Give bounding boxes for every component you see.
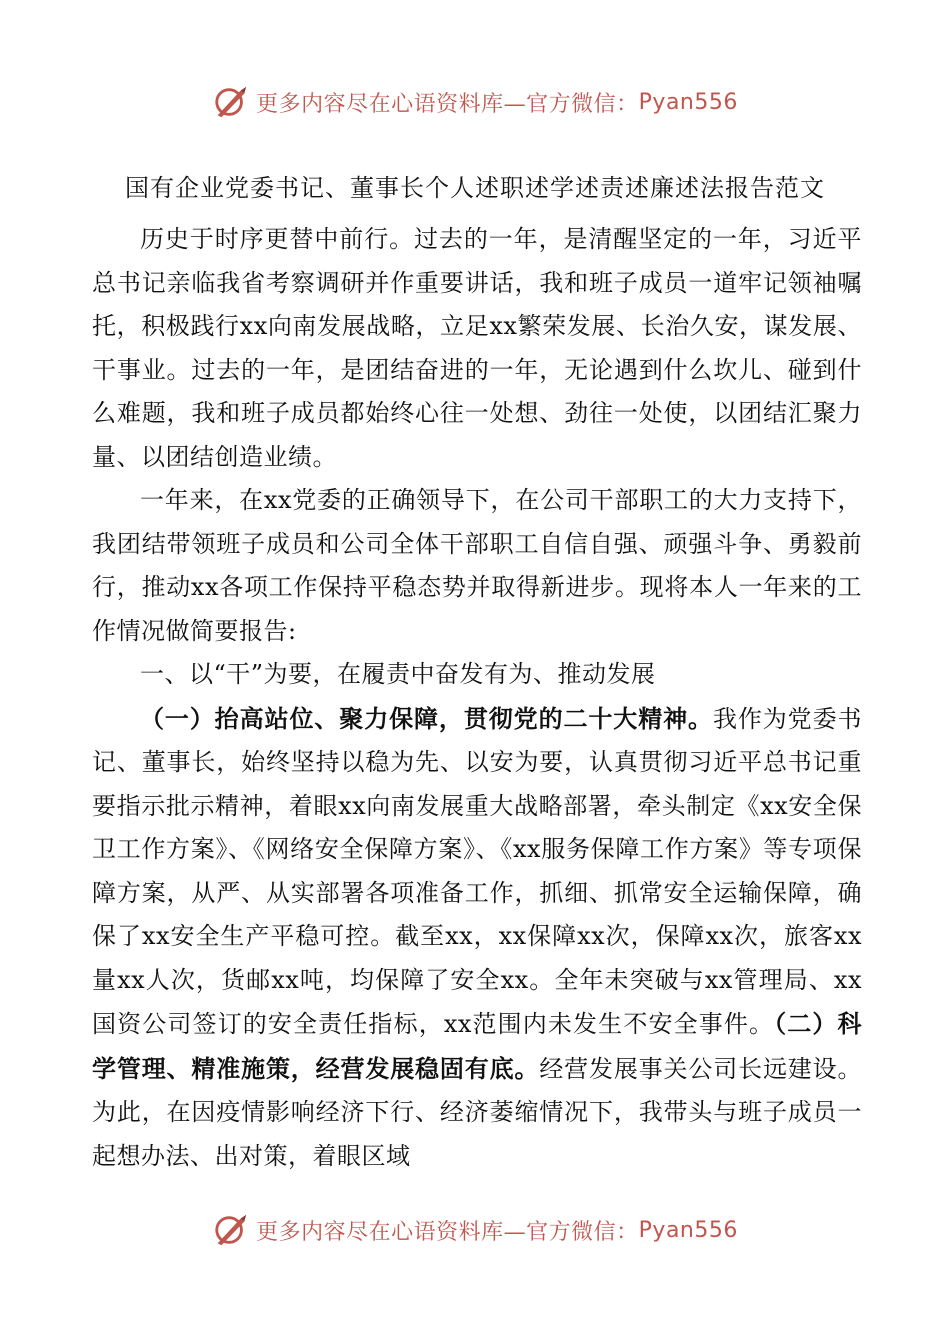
banner-text: 更多内容尽在心语资料库—官方微信：	[256, 91, 639, 117]
section-heading-1: 一、以“干”为要，在履责中奋发有为、推动发展	[140, 660, 656, 688]
document-title: 国有企业党委书记、董事长个人述职述学述责述廉述法报告范文	[125, 174, 825, 202]
banner-wechat-id: Pyan556	[638, 1217, 738, 1243]
header-banner	[0, 82, 950, 122]
sub1-text: 我作为党委书记、董事长，始终坚持以稳为先、以安为要，认真贯彻习近平总书记重要指示批示精神，着眼xx向南发展重大战略部署，牵头制定《xx安全保卫工作方案》、《网络安全保障方案》、《xx服务保障工作方案》等专项保障方案，从严、从实部署各项准备工作，抓细、抓常安全运输保障，确保了xx安全生产平稳可控。截至xx，xx保障xx次，保障xx次，旅客xx量xx人次，货邮xx吨，均保障了安全xx。全年未突破与xx管理局、xx国资公司签订的安全责任指标，xx范围内未发生不安全事件。	[92, 704, 863, 1038]
pen-circle-logo-icon	[212, 1211, 250, 1249]
banner-wechat-id: Pyan556	[638, 89, 738, 115]
sub2-text: 经营发展事关公司长远建设。为此，在因疫情影响经济下行、经济萎缩情况下，我带头与班子成员一起想办法、出对策，着眼区域	[92, 1054, 863, 1170]
footer-banner	[0, 1210, 950, 1250]
sub-heading-1: （一）抬高站位、聚力保障，贯彻党的二十大精神。	[140, 703, 713, 733]
paragraph-sub1	[92, 697, 862, 1179]
pen-circle-logo-icon	[212, 83, 250, 121]
banner-text: 更多内容尽在心语资料库—官方微信：	[256, 1219, 639, 1245]
paragraph-summary: 一年来，在xx党委的正确领导下，在公司干部职工的大力支持下，我团结带领班子成员和公司全体干部职工自信自强、顽强斗争、勇毅前行，推动xx各项工作保持平稳态势并取得新进步。现将本人一年来的工作情况做简要报告:	[92, 486, 862, 645]
sub-heading-2: （二）科学管理、精准施策，经营发展稳固有底。	[92, 1009, 863, 1083]
paragraph-intro: 历史于时序更替中前行。过去的一年，是清醒坚定的一年，习近平总书记亲临我省考察调研并作重要讲话，我和班子成员一道牢记领袖嘱托，积极践行xx向南发展战略，立足xx繁荣发展、长治久安，谋发展、干事业。过去的一年，是团结奋进的一年，无论遇到什么坎儿、碰到什么难题，我和班子成员都始终心往一处想、劲往一处使，以团结汇聚力量、以团结创造业绩。	[92, 225, 862, 471]
document-body	[92, 218, 862, 1178]
